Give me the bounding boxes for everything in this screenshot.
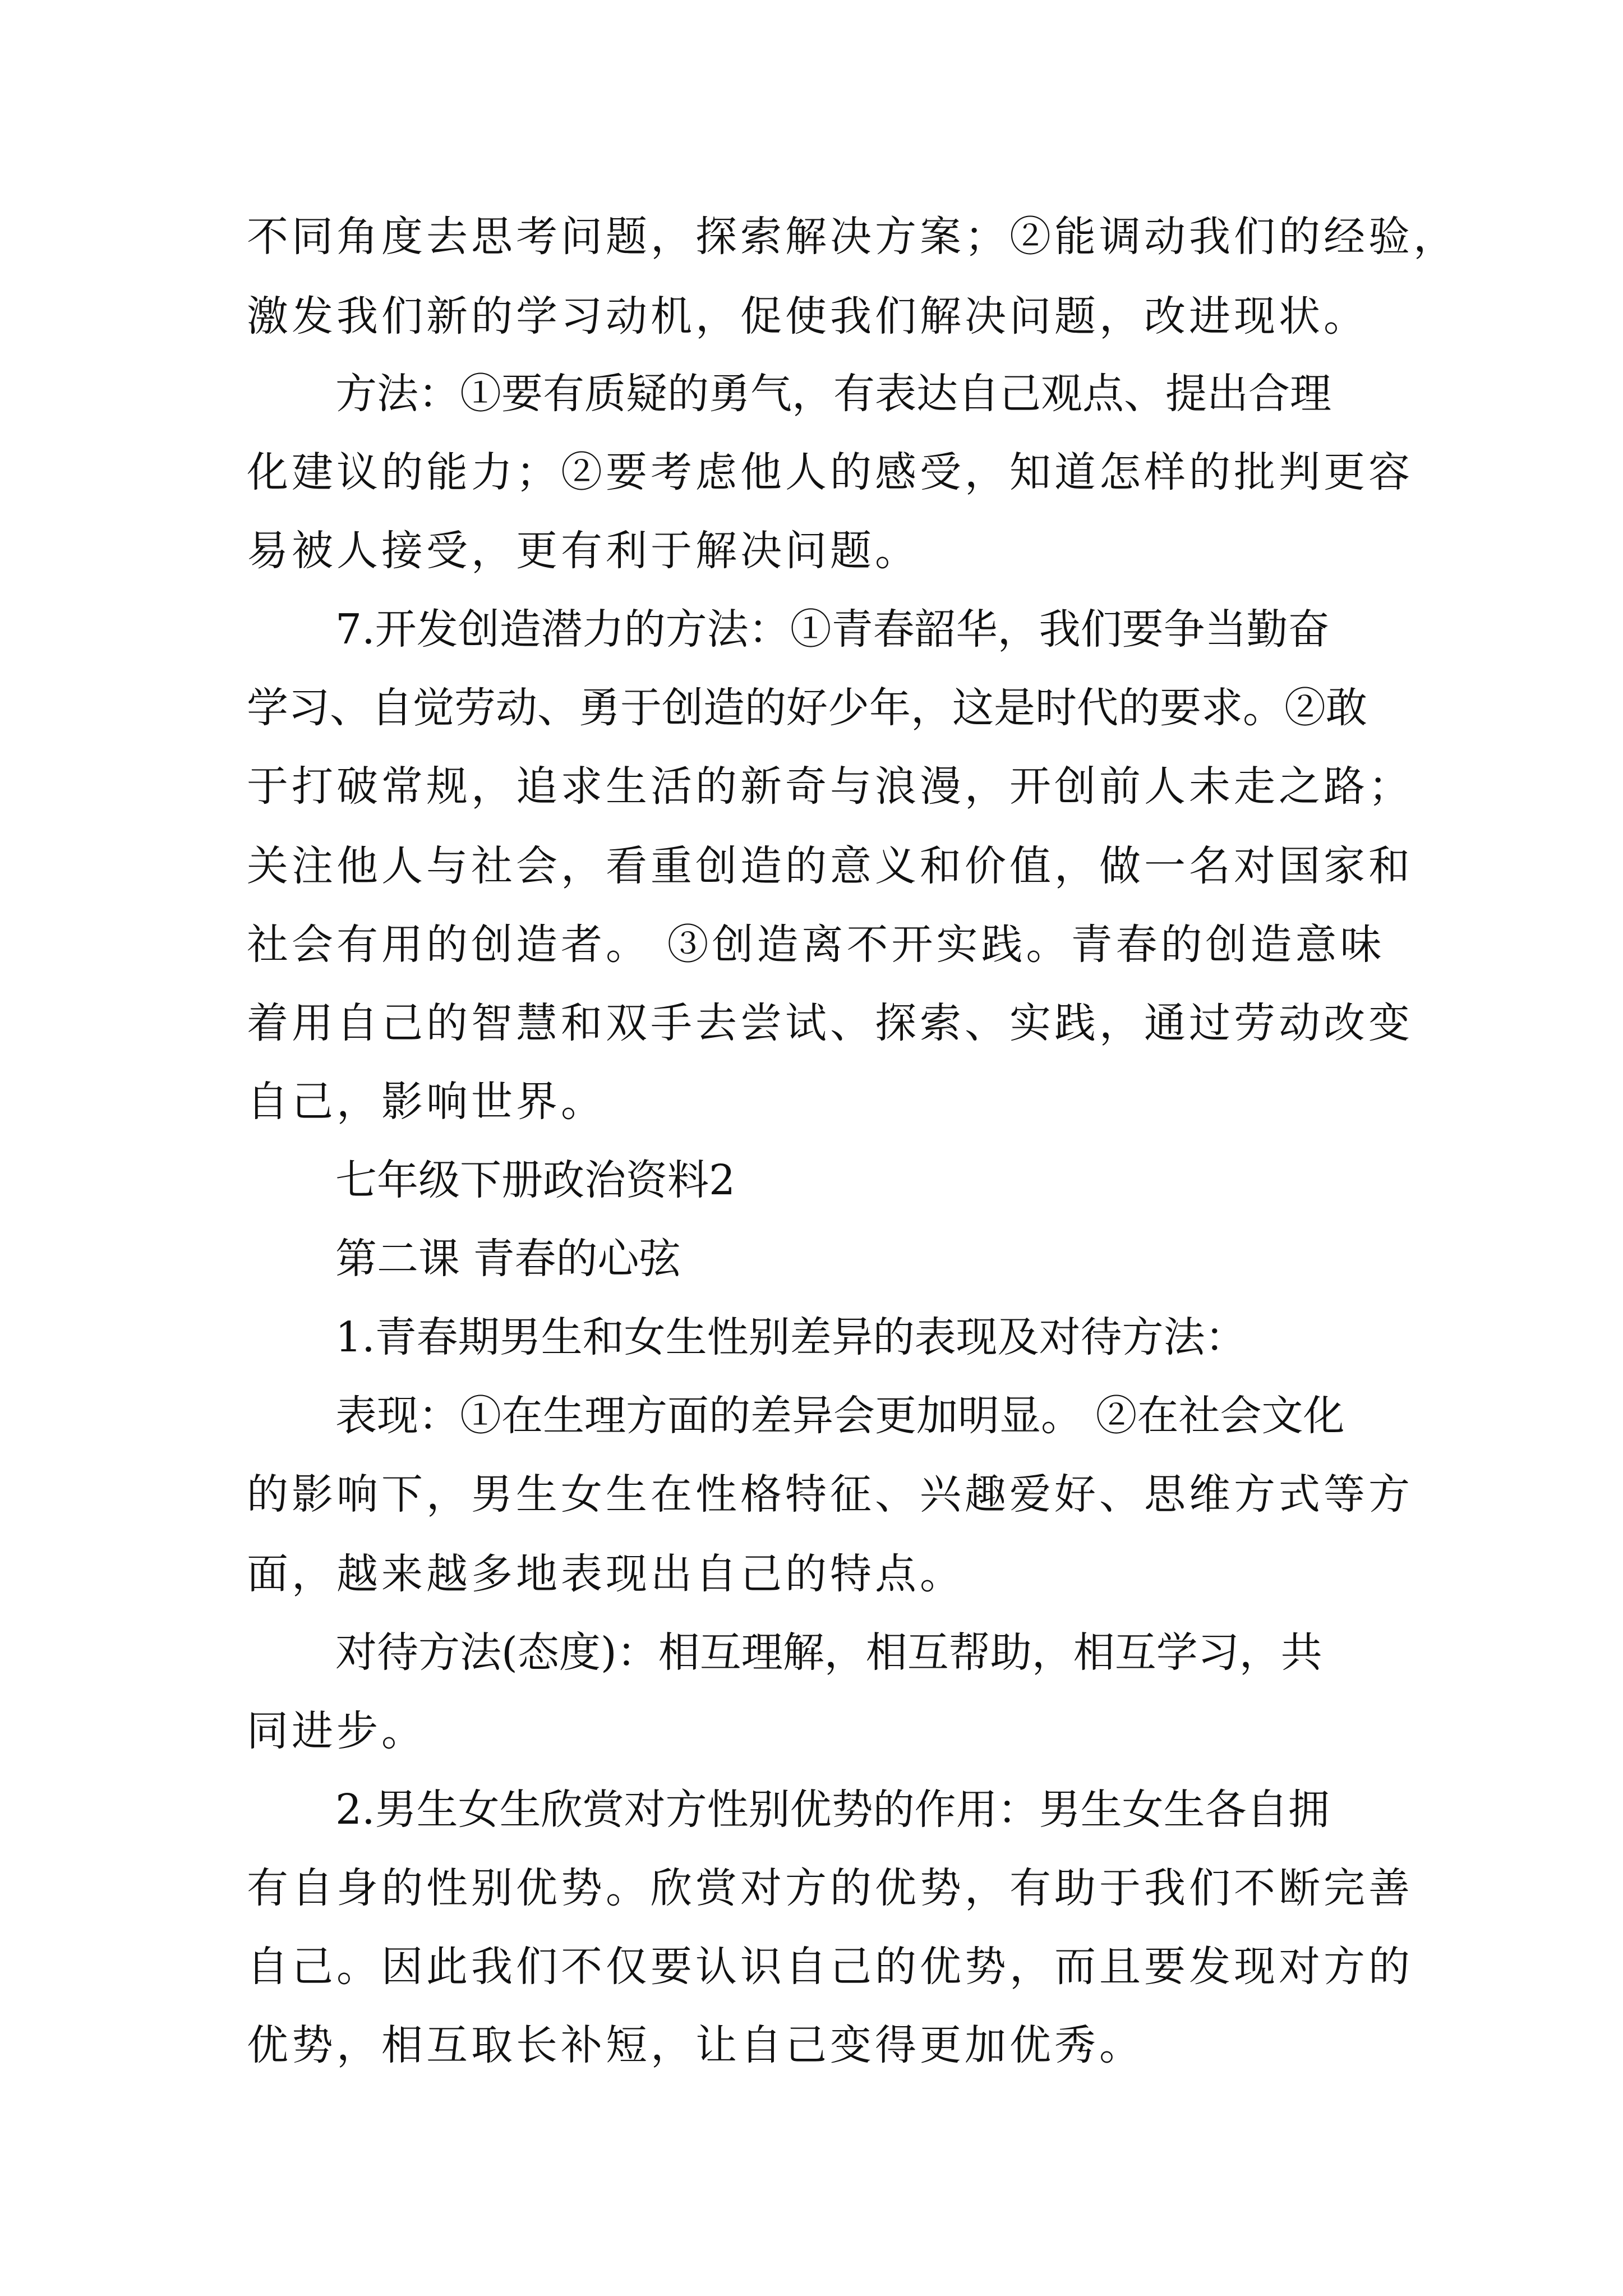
- text-line: 表现：①在生理方面的差异会更加明显。 ②在社会文化: [335, 1392, 1345, 1440]
- text-line: 自己。因此我们不仅要认识自己的优势，而且要发现对方的: [247, 1943, 1413, 1991]
- lesson-title: 第二课 青春的心弦: [335, 1235, 681, 1283]
- text-line: 不同角度去思考问题，探索解决方案；②能调动我们的经验，: [247, 213, 1458, 261]
- text-line: 1.青春期男生和女生性别差异的表现及对待方法：: [335, 1313, 1247, 1361]
- text-line: 7.开发创造潜力的方法：①青春韶华，我们要争当勤奋: [335, 605, 1330, 654]
- text-line: 易被人接受，更有利于解决问题。: [247, 527, 920, 575]
- text-line: 自己，影响世界。: [247, 1078, 606, 1126]
- text-line: 社会有用的创造者。 ③创造离不开实践。青春的创造意味: [247, 921, 1385, 969]
- text-line: 有自身的性别优势。欣赏对方的优势，有助于我们不断完善: [247, 1864, 1413, 1912]
- section-heading: 七年级下册政治资料2: [335, 1156, 736, 1204]
- text-line: 同进步。: [247, 1707, 426, 1755]
- text-line: 激发我们新的学习动机，促使我们解决问题，改进现状。: [247, 292, 1368, 341]
- text-line: 的影响下，男生女生在性格特征、兴趣爱好、思维方式等方: [247, 1470, 1413, 1519]
- text-line: 着用自己的智慧和双手去尝试、探索、实践，通过劳动改变: [247, 999, 1413, 1047]
- text-line: 化建议的能力；②要考虑他人的感受，知道怎样的批判更容: [247, 448, 1413, 496]
- text-line: 关注他人与社会，看重创造的意义和价值，做一名对国家和: [247, 842, 1413, 890]
- text-line: 面，越来越多地表现出自己的特点。: [247, 1550, 965, 1598]
- text-line: 对待方法(态度)：相互理解，相互帮助，相互学习，共: [335, 1628, 1322, 1677]
- text-line: 学习、自觉劳动、勇于创造的好少年，这是时代的要求。②敢: [247, 684, 1367, 732]
- text-line: 优势，相互取长补短，让自己变得更加优秀。: [247, 2021, 1144, 2069]
- text-line: 方法：①要有质疑的勇气，有表达自己观点、提出合理: [335, 370, 1331, 418]
- text-line: 2.男生女生欣赏对方性别优势的作用：男生女生各自拥: [335, 1786, 1330, 1834]
- text-line: 于打破常规，追求生活的新奇与浪漫，开创前人未走之路；: [247, 762, 1413, 811]
